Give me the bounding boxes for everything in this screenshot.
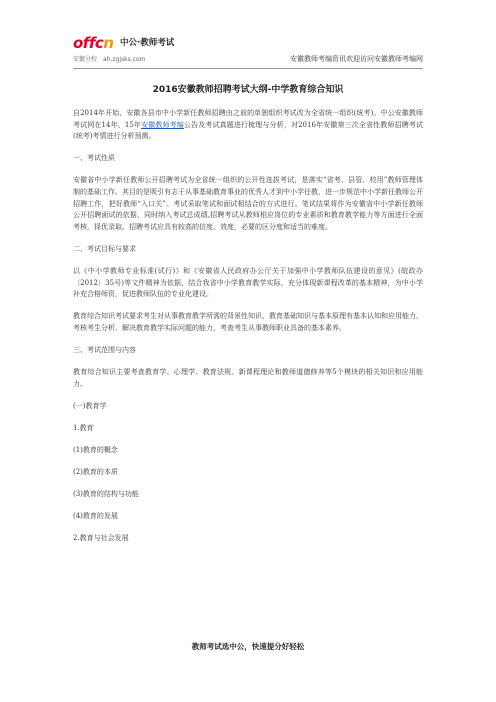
logo-wordmark: offcn bbox=[73, 34, 114, 52]
section-body-2a: 以《中小学教师专业标准(试行)》和《安徽省人民政府办公厅关于加强中小学教师队伍建设的意见》(皖政办〔2012〕35号)等文件精神为依据，结合我省中小学教育教学实际，充分体现新课程改革的基本精神，为中小学补充合格师资，促进教师队伍的专业化建设。 bbox=[73, 266, 423, 299]
outline-item: (3)教育的结构与功能 bbox=[73, 490, 139, 499]
page-header bbox=[73, 30, 423, 68]
section-heading-3: 三、考试范围与内容 bbox=[73, 345, 136, 354]
outline-item: (1)教育的概念 bbox=[73, 445, 118, 454]
section-heading-1: 一、考试性质 bbox=[73, 154, 115, 163]
logo-url: ah.zgjsks.com bbox=[103, 56, 146, 63]
outline-item: 1.教育 bbox=[73, 423, 94, 432]
outline-item: (一)教育学 bbox=[73, 401, 107, 410]
document-body bbox=[73, 108, 423, 555]
logo-region: 安徽分校 bbox=[73, 56, 98, 63]
header-divider bbox=[73, 68, 423, 69]
outline-item: (4)教育的发展 bbox=[73, 512, 118, 521]
page-footer-slogan: 教师考试选中公，快速提分好轻松 bbox=[191, 642, 305, 651]
logo-name: 中公·教师考试 bbox=[120, 38, 175, 48]
section-heading-2: 二、考试目标与要求 bbox=[73, 244, 136, 253]
outline-item: 2.教育与社会发展 bbox=[73, 534, 129, 543]
section-body-2b: 教育综合知识考试要求考生对从事教育教学所需的背景性知识、教育基础知识与基本原理有基本认知和应用能力，考核考生分析、解决教育教学实际问题的能力，考查考生从事教师职业具备的基本素养。 bbox=[73, 312, 423, 332]
outline-item: (2)教育的本质 bbox=[73, 467, 118, 476]
header-site-link[interactable]: 安徽教师考编资讯欢迎访问安徽教师考编网 bbox=[290, 55, 423, 63]
intro-paragraph: 自2014年开始，安徽各县市中小学新任教师招聘由之前的单独组织考试改为全省统一组织(统考)。中公安徽教师考试网在14年、15年安徽教师考编公告及考试真题进行梳理与分析，对2016年安徽第三次全省性教师招聘考试(统考)考情进行分析预测。 bbox=[73, 109, 423, 141]
section-body-1: 安徽省中小学新任教师公开招聘考试为全省统一组织的公开性选拔考试，是落实“省考、县管、校用”教师管理体制的基础工作。其目的是吸引有志于从事基础教育事业的优秀人才到中小学任教，进一步规范中小学新任教师公开招聘工作，把好教师“入口关”。考试采取笔试和面试相结合的方式进行。笔试结果将作为安徽省中小学新任教师公开招聘面试的依据，同时纳入考试总成绩,招聘考试从教师相应岗位的专业素质和教育教学能力等方面进行全面考核，择优录取。招聘考试应具有较高的信度、效度，必要的区分度和适当的难度。 bbox=[73, 176, 423, 231]
document-title: 2016安徽教师招聘考试大纲-中学教育综合知识 bbox=[152, 85, 344, 95]
logo-subline bbox=[73, 54, 151, 63]
section-body-3: 教育综合知识主要考查教育学、心理学、教育法规、新课程理论和教师道德修养等5个模块的相关知识和应用能力。 bbox=[73, 368, 423, 388]
intro-link[interactable]: 安徽教师考编 bbox=[141, 120, 184, 129]
offcn-logo[interactable] bbox=[73, 34, 213, 66]
